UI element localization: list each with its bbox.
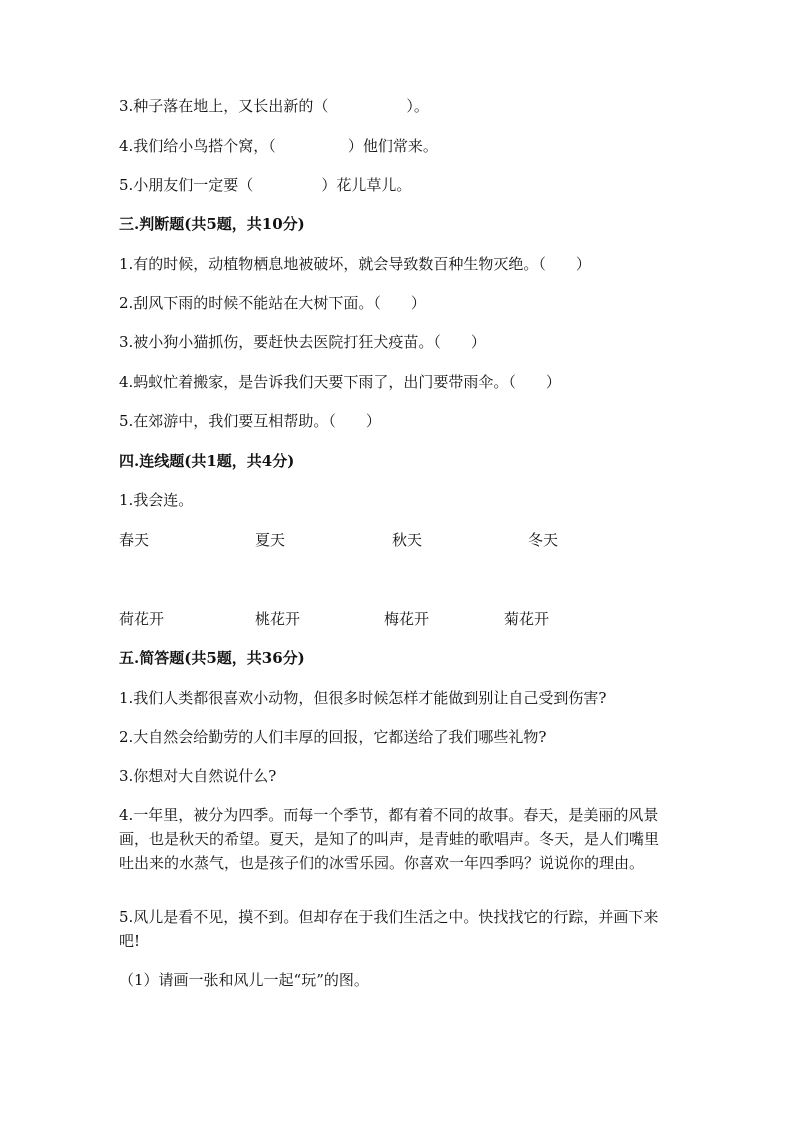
true-false-question-4: 4.蚂蚁忙着搬家，是告诉我们天要下雨了，出门要带雨伞。（ ） (119, 373, 561, 391)
short-answer-question-5: 5.风儿是看不见，摸不到。但却存在于我们生活之中。快找找它的行踪，并画下来吧! (119, 908, 659, 950)
true-false-question-5: 5.在郊游中，我们要互相帮助。（ ） (119, 412, 381, 430)
matching-question: 1.我会连。 (119, 491, 194, 509)
fill-blank-question-4 (119, 136, 438, 156)
fill-blank-question-5 (119, 175, 411, 195)
true-false-question-1: 1.有的时候，动植物栖息地被破坏，就会导致数百种生物灭绝。（ ） (119, 255, 591, 273)
question-text: 5.小朋友们一定要（ (119, 176, 254, 194)
season-autumn[interactable]: 秋天 (392, 531, 423, 549)
short-answer-question-5-part-1: （1）请画一张和风儿一起“玩”的图。 (119, 971, 369, 989)
question-text: 3.种子落在地上，又长出新的（ (119, 97, 329, 115)
season-winter[interactable]: 冬天 (528, 531, 559, 549)
short-answer-question-3: 3.你想对大自然说什么? (119, 767, 277, 785)
true-false-question-3: 3.被小狗小猫抓伤，要赶快去医院打狂犬疫苗。（ ） (119, 333, 486, 351)
season-summer[interactable]: 夏天 (255, 531, 286, 549)
short-answer-question-1: 1.我们人类都很喜欢小动物，但很多时候怎样才能做到别让自己受到伤害? (119, 689, 607, 707)
section-3-heading: 三.判断题(共5题，共10分) (119, 215, 305, 233)
season-spring[interactable]: 春天 (119, 531, 150, 549)
section-5-heading: 五.简答题(共5题，共36分) (119, 649, 305, 667)
short-answer-question-4: 4.一年里，被分为四季。而每一个季节，都有着不同的故事。春天，是美丽的风景画，也是秋天的希望。夏天，是知了的叫声，是青蛙的歌唱声。冬天，是人们嘴里吐出来的水蒸气，也是孩子们的冰雪乐园。你喜欢一年四季吗？说说你的理由。 (119, 806, 660, 872)
flower-peach[interactable]: 桃花开 (255, 610, 301, 628)
short-answer-question-2: 2.大自然会给勤劳的人们丰厚的回报，它都送给了我们哪些礼物? (119, 728, 547, 746)
question-text-end: ）。 (406, 97, 429, 115)
flower-chrysanthemum[interactable]: 菊花开 (504, 610, 550, 628)
fill-blank-question-3 (119, 96, 429, 116)
section-4-heading: 四.连线题(共1题，共4分) (119, 452, 295, 470)
question-text-end: ）他们常来。 (347, 137, 438, 155)
true-false-question-2: 2.刮风下雨的时候不能站在大树下面。（ ） (119, 294, 426, 312)
flower-lotus[interactable]: 荷花开 (119, 610, 165, 628)
question-text-end: ）花儿草儿。 (321, 176, 412, 194)
flower-plum[interactable]: 梅花开 (384, 610, 430, 628)
question-text: 4.我们给小鸟搭个窝，（ (119, 137, 276, 155)
